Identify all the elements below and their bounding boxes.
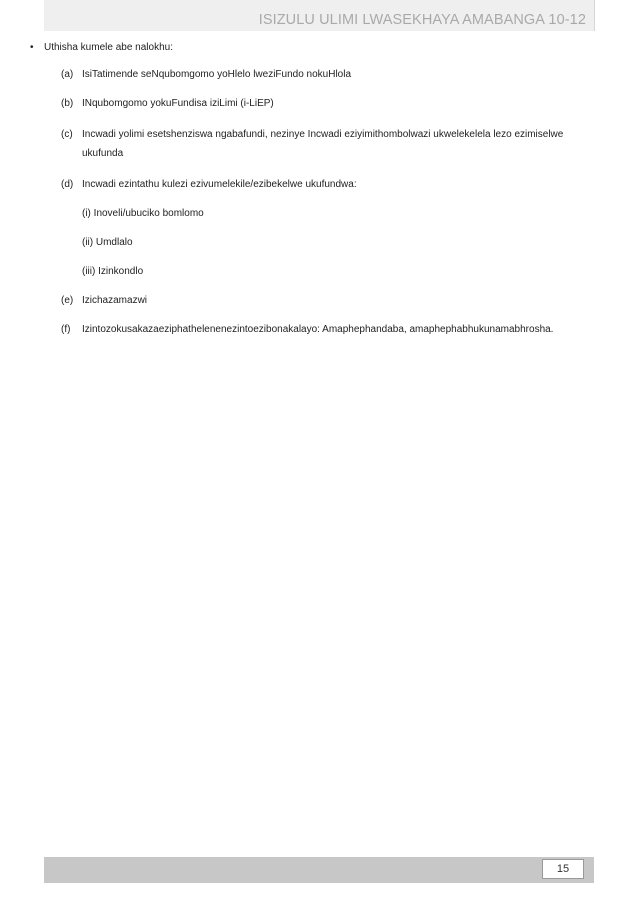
sub-item-iii [30,264,600,279]
page-number: 15 [542,859,584,879]
item-label: (a) [61,69,74,80]
list-item-d [30,177,600,192]
header-bar [44,0,595,31]
list-item-f [30,322,600,337]
list-item-b [30,96,600,111]
item-label: (e) [61,295,74,306]
item-label: (b) [61,98,74,109]
sub-item-text: (i) Inoveli/ubuciko bomlomo [82,208,204,219]
item-label: (d) [61,179,74,190]
item-text: Izichazamazwi [82,295,148,306]
sub-item-ii [30,235,600,250]
list-item-a [30,67,600,82]
header-title: ISIZULU ULIMI LWASEKHAYA AMABANGA 10-12 [258,12,586,28]
sub-item-text: (iii) Izinkondlo [82,266,144,277]
page-content [30,40,600,351]
item-text: IsiTatimende seNqubomgomo yoHlelo lweziFundo nokuHlola [82,69,352,80]
sub-item-text: (ii) Umdlalo [82,237,133,248]
list-item-e [30,293,600,308]
footer-bar [44,857,594,883]
sub-item-i [30,206,600,221]
item-label: (f) [61,324,71,335]
item-text: INqubomgomo yokuFundisa iziLimi (i-LiEP) [82,98,274,109]
item-label: (c) [61,129,73,140]
list-item-c [30,125,600,163]
intro-line [30,40,600,55]
bullet-icon: • [30,42,34,53]
item-text: Izintozokusakazaeziphathelenenezintoezibonakalayo: Amaphephandaba, amaphephabhukunamabhrosha. [82,324,554,335]
item-text: Incwadi yolimi esetshenziswa ngabafundi, nezinye Incwadi eziyimithombolwazi ukwelekelela lezo ezimiselwe ukufunda [82,129,564,159]
item-text: Incwadi ezintathu kulezi ezivumelekile/ezibekelwe ukufundwa: [82,179,357,190]
intro-text: Uthisha kumele abe nalokhu: [44,42,173,53]
